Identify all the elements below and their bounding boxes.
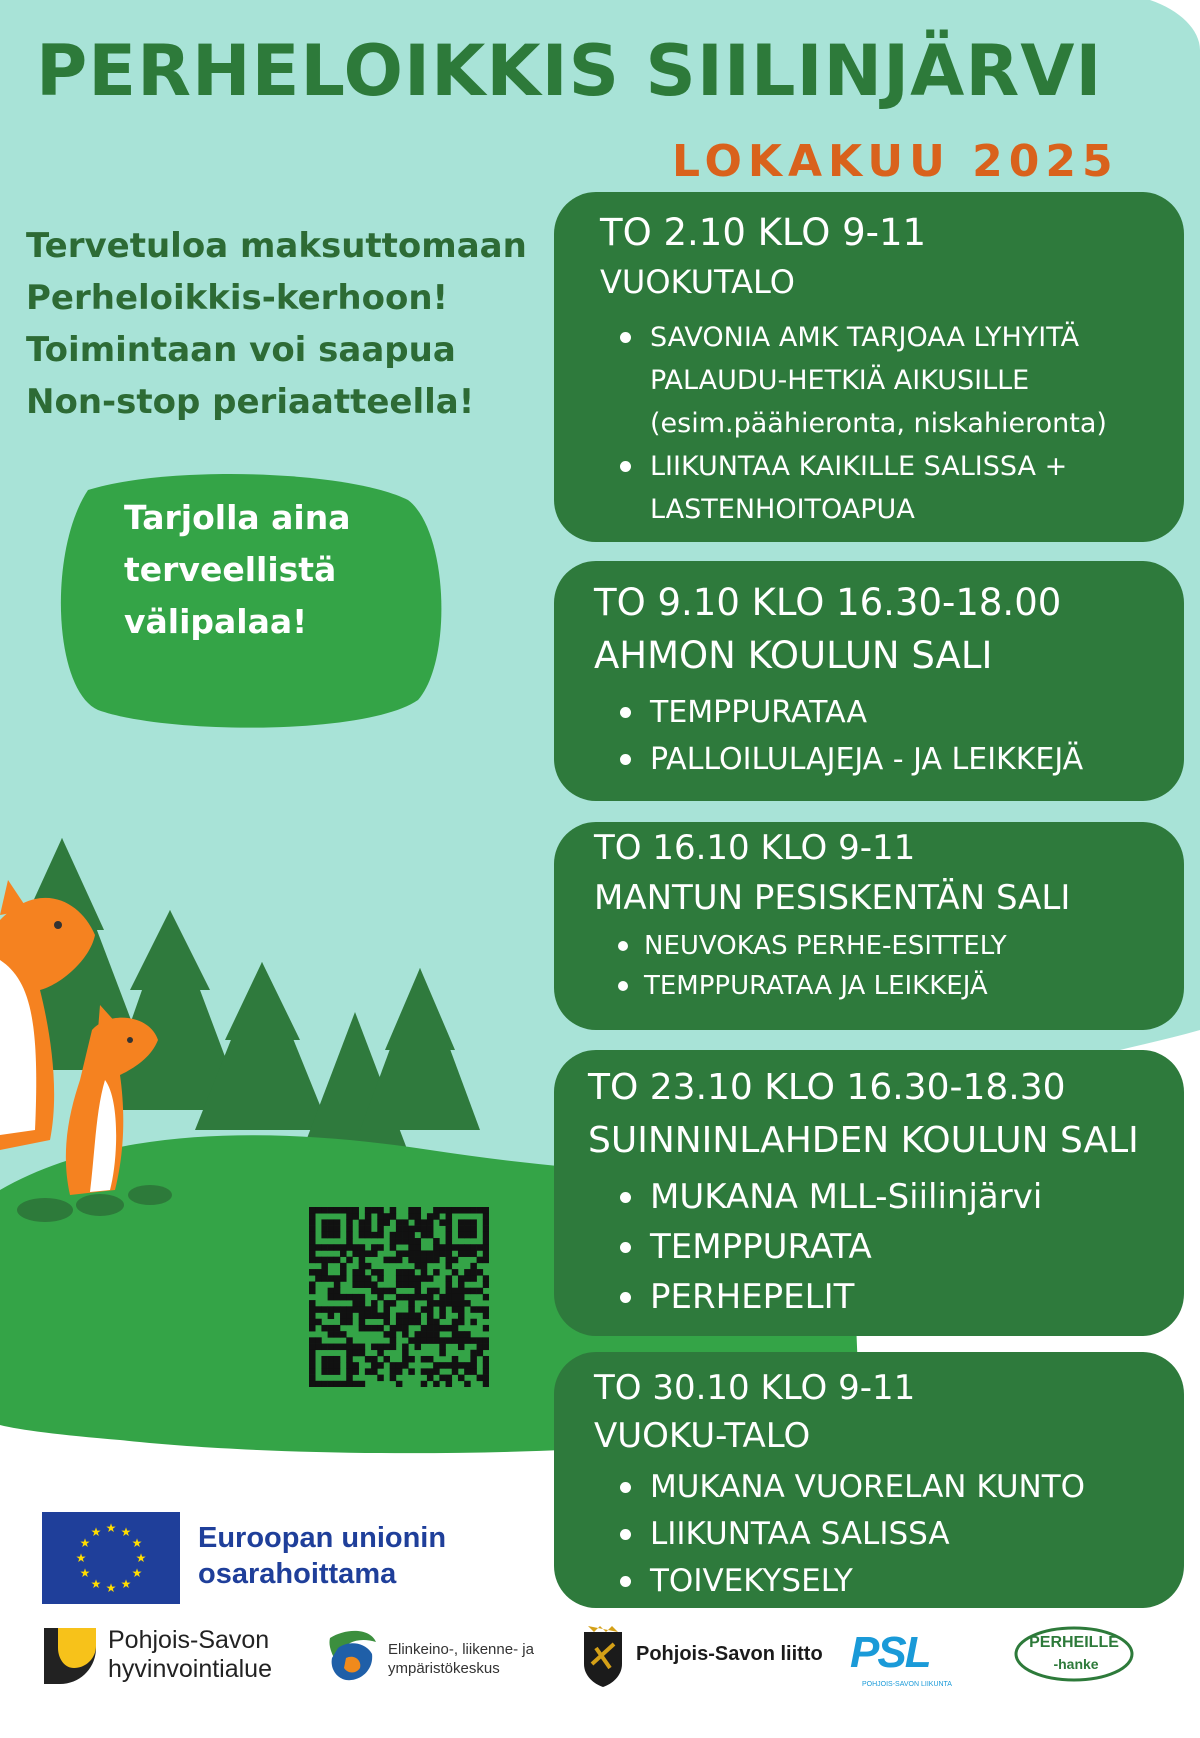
eu-funding-line: osarahoittama (198, 1558, 397, 1590)
ely-logo-icon (326, 1628, 378, 1684)
eu-star: ★ (90, 1577, 102, 1591)
eu-star: ★ (120, 1525, 132, 1539)
event-activity: PERHEPELIT (650, 1272, 1184, 1322)
welcome-line: Tervetuloa maksuttomaan (26, 226, 527, 266)
event-activity: TEMPPURATAA JA LEIKKEJÄ (644, 966, 1184, 1006)
event-activity-line: LIIKUNTAA KAIKILLE SALISSA + (650, 451, 1068, 482)
event-activity-list (650, 689, 1184, 783)
pshva-logo-icon (44, 1628, 96, 1684)
event-activity: PALLOILULAJEJA - JA LEIKKEJÄ (650, 736, 1184, 783)
event-card (554, 822, 1184, 1030)
eu-star: ★ (131, 1566, 143, 1580)
event-activity-list (650, 1464, 1184, 1605)
welcome-text (26, 220, 546, 428)
ely-line: Elinkeino-, liikenne- ja (388, 1641, 534, 1658)
event-activity-list (650, 316, 1184, 531)
liitto-logo-text: Pohjois-Savon liitto (636, 1643, 823, 1665)
ely-logo-text (388, 1640, 534, 1678)
event-date: TO 2.10 KLO 9-11 (600, 211, 927, 254)
event-card (554, 561, 1184, 801)
snack-text (124, 492, 424, 648)
perheille-logo-tagline: -hanke (1053, 1656, 1099, 1672)
eu-flag-icon (42, 1512, 180, 1604)
event-date: TO 23.10 KLO 16.30-18.30 (588, 1067, 1066, 1108)
event-card (554, 192, 1184, 542)
welcome-line: Perheloikkis-kerhoon! (26, 278, 449, 318)
event-activity-line: SAVONIA AMK TARJOAA LYHYITÄ (650, 322, 1080, 353)
psl-logo-tagline: POHJOIS-SAVON LIIKUNTA (862, 1681, 952, 1688)
eu-star: ★ (79, 1566, 91, 1580)
pshva-line: hyvinvointialue (108, 1655, 272, 1683)
eu-funding-text (198, 1520, 446, 1592)
welcome-line: Toimintaan voi saapua (26, 330, 456, 370)
eu-star: ★ (120, 1577, 132, 1591)
event-activity-line: PALAUDU-HETKIÄ AIKUSILLE (650, 365, 1030, 396)
event-place: VUOKU-TALO (594, 1416, 811, 1456)
poster-title: PERHELOIKKIS SIILINJÄRVI (36, 30, 1103, 112)
snack-line: terveellistä (124, 550, 337, 589)
event-activity: MUKANA VUORELAN KUNTO (650, 1464, 1184, 1511)
event-activity: TOIVEKYSELY (650, 1558, 1184, 1605)
event-activity-line: (esim.päähieronta, niskahieronta) (650, 408, 1107, 439)
event-date: TO 30.10 KLO 9-11 (594, 1368, 916, 1408)
ely-line: ympäristökeskus (388, 1660, 500, 1677)
event-place: VUOKUTALO (600, 263, 795, 301)
event-card (554, 1352, 1184, 1608)
qr-code[interactable] (309, 1207, 489, 1387)
snack-line: välipalaa! (124, 602, 308, 641)
perheille-logo-mark: PERHEILLE (1029, 1634, 1119, 1651)
event-card (554, 1050, 1184, 1336)
event-place: AHMON KOULUN SALI (594, 634, 993, 677)
event-activity (650, 445, 1184, 531)
event-activity: MUKANA MLL-Siilinjärvi (650, 1172, 1184, 1222)
event-activity-list (644, 926, 1184, 1006)
month-subtitle: LOKAKUU 2025 (672, 136, 1119, 187)
eu-star: ★ (105, 1521, 117, 1535)
event-activity: TEMPPURATA (650, 1222, 1184, 1272)
snack-line: Tarjolla aina (124, 498, 351, 537)
psl-logo-mark: PSL (850, 1628, 930, 1677)
event-activity (650, 316, 1184, 445)
eu-star: ★ (79, 1536, 91, 1550)
event-place: SUINNINLAHDEN KOULUN SALI (588, 1120, 1139, 1161)
welcome-line: Non-stop periaatteella! (26, 382, 475, 422)
liitto-crest-icon (580, 1624, 626, 1688)
event-activity: NEUVOKAS PERHE-ESITTELY (644, 926, 1184, 966)
event-activity: LIIKUNTAA SALISSA (650, 1511, 1184, 1558)
eu-star: ★ (75, 1551, 87, 1565)
event-place: MANTUN PESISKENTÄN SALI (594, 878, 1071, 918)
pshva-line: Pohjois-Savon (108, 1626, 270, 1654)
eu-funding-line: Euroopan unionin (198, 1522, 447, 1554)
eu-star: ★ (135, 1551, 147, 1565)
event-date: TO 9.10 KLO 16.30-18.00 (594, 581, 1062, 624)
event-activity-list (650, 1172, 1184, 1322)
event-date: TO 16.10 KLO 9-11 (594, 828, 916, 868)
event-activity: TEMPPURATAA (650, 689, 1184, 736)
eu-star: ★ (131, 1536, 143, 1550)
pshva-logo-text (108, 1626, 272, 1684)
eu-star: ★ (90, 1525, 102, 1539)
event-activity-line: LASTENHOITOAPUA (650, 494, 915, 525)
eu-star: ★ (105, 1581, 117, 1595)
